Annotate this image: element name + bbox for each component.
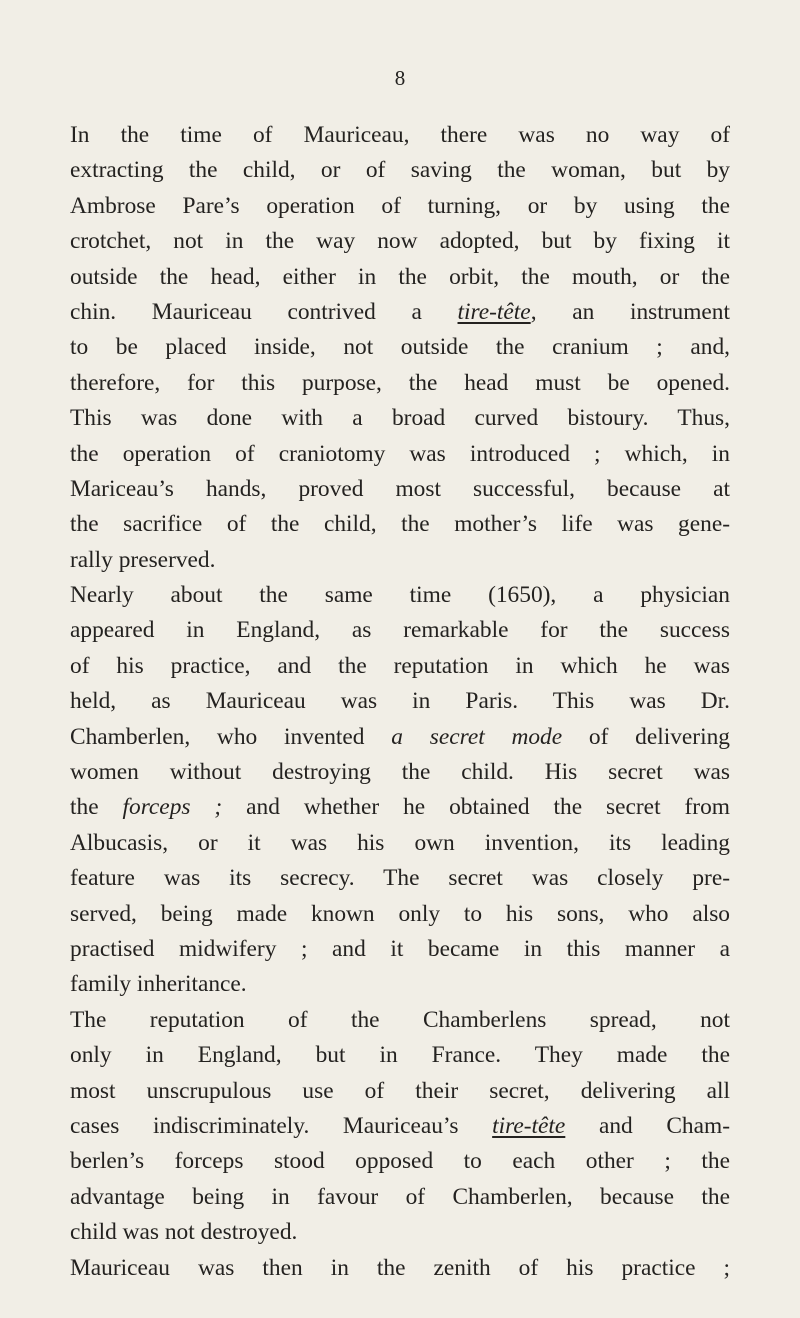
text-segment: , an instrument xyxy=(530,298,730,325)
text-line: only in England, but in France. They made the xyxy=(70,1042,730,1069)
text-line xyxy=(70,720,730,755)
italic-term: tire-tête xyxy=(457,298,531,325)
text-segment: cases indiscriminately. Mauriceau’s xyxy=(70,1112,459,1139)
text-line: Ambrose Pare’s operation of turning, or by using the xyxy=(70,192,730,219)
text-line: In the time of Mauriceau, there was no way of xyxy=(70,122,730,148)
italic-phrase: a secret mode xyxy=(391,723,563,750)
text-line xyxy=(70,790,730,825)
text-line: most unscrupulous use of their secret, delivering all xyxy=(70,1077,730,1104)
text-line: therefore, for this purpose, the head must be opened. xyxy=(70,369,730,396)
italic-term: tire-tête xyxy=(492,1112,566,1139)
text-line: Albucasis, or it was his own invention, its leading xyxy=(70,829,730,856)
text-segment: of delivering xyxy=(588,723,730,750)
text-line: berlen’s forceps stood opposed to each other ; the xyxy=(70,1148,730,1175)
text-line xyxy=(70,295,730,330)
body-text xyxy=(70,118,730,1286)
text-line: the sacrifice of the child, the mother’s life was gene- xyxy=(70,511,730,538)
text-line: held, as Mauriceau was in Paris. This was Dr. xyxy=(70,688,730,715)
text-line: child was not destroyed. xyxy=(70,1219,298,1246)
text-line: served, being made known only to his sons, who also xyxy=(70,900,730,927)
text-line: appeared in England, as remarkable for the success xyxy=(70,617,730,644)
text-line: family inheritance. xyxy=(70,971,247,998)
italic-term: forceps ; xyxy=(122,794,223,821)
text-line: the operation of craniotomy was introduced ; which, in xyxy=(70,440,730,467)
text-line: The reputation of the Chamberlens spread, not xyxy=(70,1006,730,1033)
text-line: This was done with a broad curved bistoury. Thus, xyxy=(70,405,730,432)
text-line: Mauriceau was then in the zenith of his practice ; xyxy=(70,1254,730,1281)
text-line: Nearly about the same time (1650), a physician xyxy=(70,582,730,609)
text-line: of his practice, and the reputation in which he was xyxy=(70,652,730,679)
text-line: advantage being in favour of Chamberlen, because the xyxy=(70,1183,730,1210)
text-segment: Chamberlen, who invented xyxy=(70,723,365,750)
text-line: outside the head, either in the orbit, the mouth, or the xyxy=(70,263,730,290)
text-line: women without destroying the child. His secret was xyxy=(70,759,730,786)
text-line: to be placed inside, not outside the cranium ; and, xyxy=(70,334,730,361)
text-line: crotchet, not in the way now adopted, but by fixing it xyxy=(70,228,730,255)
text-line: extracting the child, or of saving the woman, but by xyxy=(70,157,730,184)
page-number: 8 xyxy=(394,66,406,90)
text-segment: and whether he obtained the secret from xyxy=(246,794,730,821)
text-segment: the xyxy=(70,794,99,821)
text-line xyxy=(70,1109,730,1144)
text-segment: chin. Mauriceau contrived a xyxy=(70,298,422,325)
text-segment: and Cham- xyxy=(598,1112,730,1139)
text-line: practised midwifery ; and it became in this manner a xyxy=(70,935,730,962)
text-line: feature was its secrecy. The secret was closely pre- xyxy=(70,865,730,892)
text-line: rally preserved. xyxy=(70,546,216,573)
text-line: Mariceau’s hands, proved most successful, because at xyxy=(70,475,730,502)
